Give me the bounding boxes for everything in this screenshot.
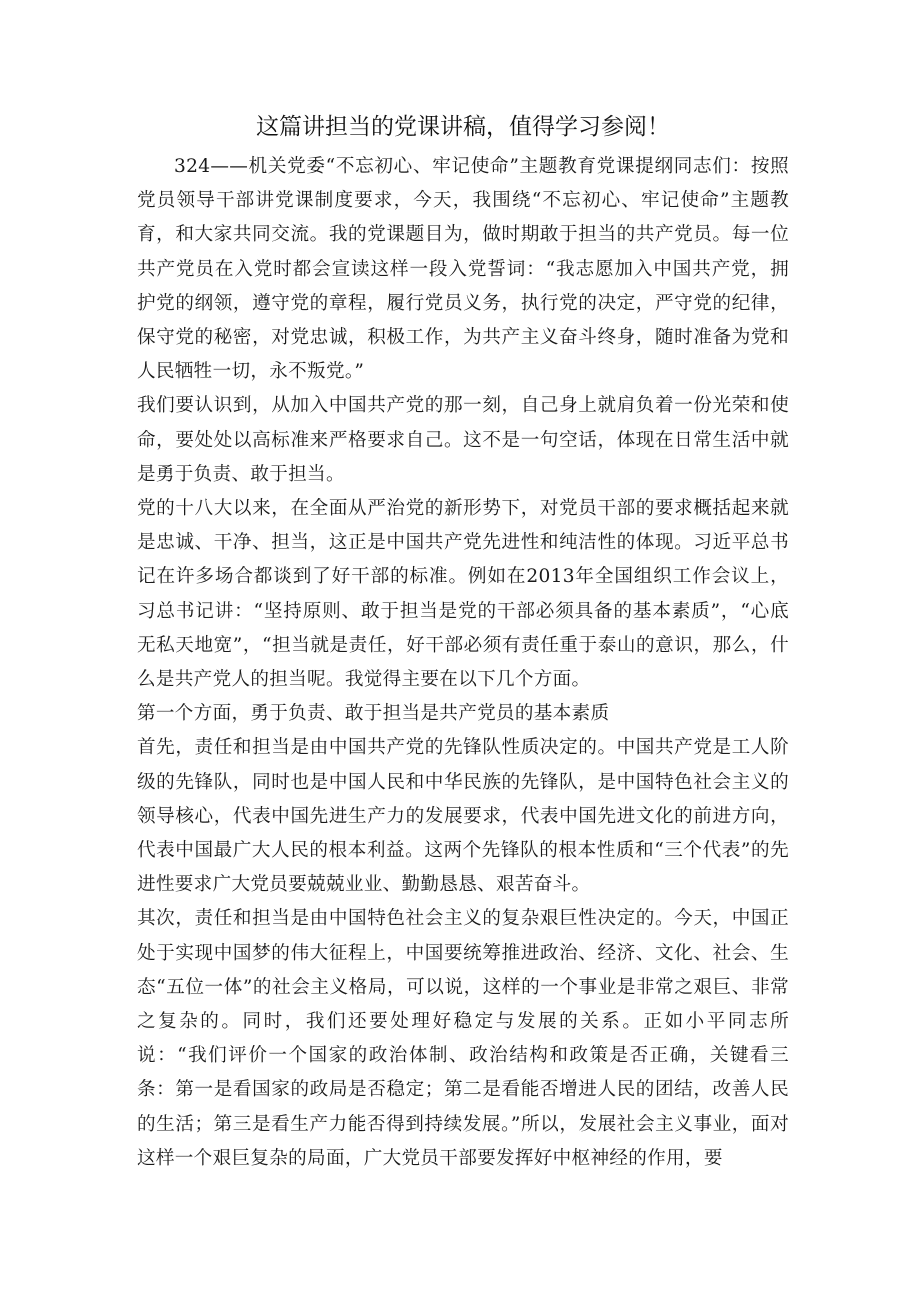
paragraph-second-point: 其次，责任和担当是由中国特色社会主义的复杂艰巨性决定的。今天，中国正处于实现中国梦的伟大征程上，中国要统筹推进政治、经济、文化、社会、生态“五位一体”的社会主义格局，可以说，这样的一个事业是非常之艰巨、非常之复杂的。同时，我们还要处理好稳定与发展的关系。正如小平同志所说：“我们评价一个国家的政治体制、政治结构和政策是否正确，关键看三条：第一是看国家的政局是否稳定；第二是看能否增进人民的团结，改善人民的生活；第三是看生产力能否得到持续发展。”所以，发展社会主义事业，面对这样一个艰巨复杂的局面，广大党员干部要发挥好中枢神经的作用，要 [137, 908, 789, 1169]
paragraph-mission: 我们要认识到，从加入中国共产党的那一刻，自己身上就肩负着一份光荣和使命，要处处以高标准来严格要求自己。这不是一句空话，体现在日常生活中就是勇于负责、敢于担当。 [137, 395, 789, 485]
section-heading-first: 第一个方面，勇于负责、敢于担当是共产党员的基本素质 [137, 703, 610, 725]
paragraph-eighteenth-congress: 党的十八大以来，在全面从严治党的新形势下，对党员干部的要求概括起来就是忠诚、干净、担当，这正是中国共产党先进性和纯洁性的体现。习近平总书记在许多场合都谈到了好干部的标准。例如在2013年全国组织工作会议上，习总书记讲：“坚持原则、敢于担当是党的干部必须具备的基本素质”，“心底无私天地宽”，“担当就是责任，好干部必须有责任重于泰山的意识，那么，什么是共产党人的担当呢。我觉得主要在以下几个方面。 [137, 498, 789, 691]
paragraph-first-point: 首先，责任和担当是由中国共产党的先锋队性质决定的。中国共产党是工人阶级的先锋队，同时也是中国人民和中华民族的先锋队，是中国特色社会主义的领导核心，代表中国先进生产力的发展要求，代表中国先进文化的前进方向，代表中国最广大人民的根本利益。这两个先锋队的根本性质和“三个代表”的先进性要求广大党员要兢兢业业、勤勤恳恳、艰苦奋斗。 [137, 737, 789, 896]
document-title: 这篇讲担当的党课讲稿，值得学习参阅！ [256, 114, 670, 140]
paragraph-intro: 324——机关党委“不忘初心、牢记使命”主题教育党课提纲同志们：按照党员领导干部讲党课制度要求，今天，我围绕“不忘初心、牢记使命”主题教育，和大家共同交流。我的党课题目为，做时期敢于担当的共产党员。每一位共产党员在入党时都会宣读这样一段入党誓词：“我志愿加入中国共产党，拥护党的纲领，遵守党的章程，履行党员义务，执行党的决定，严守党的纪律，保守党的秘密，对党忠诚，积极工作，为共产主义奋斗终身，随时准备为党和人民牺牲一切，永不叛党。” [137, 156, 789, 383]
document-body [137, 150, 789, 1176]
